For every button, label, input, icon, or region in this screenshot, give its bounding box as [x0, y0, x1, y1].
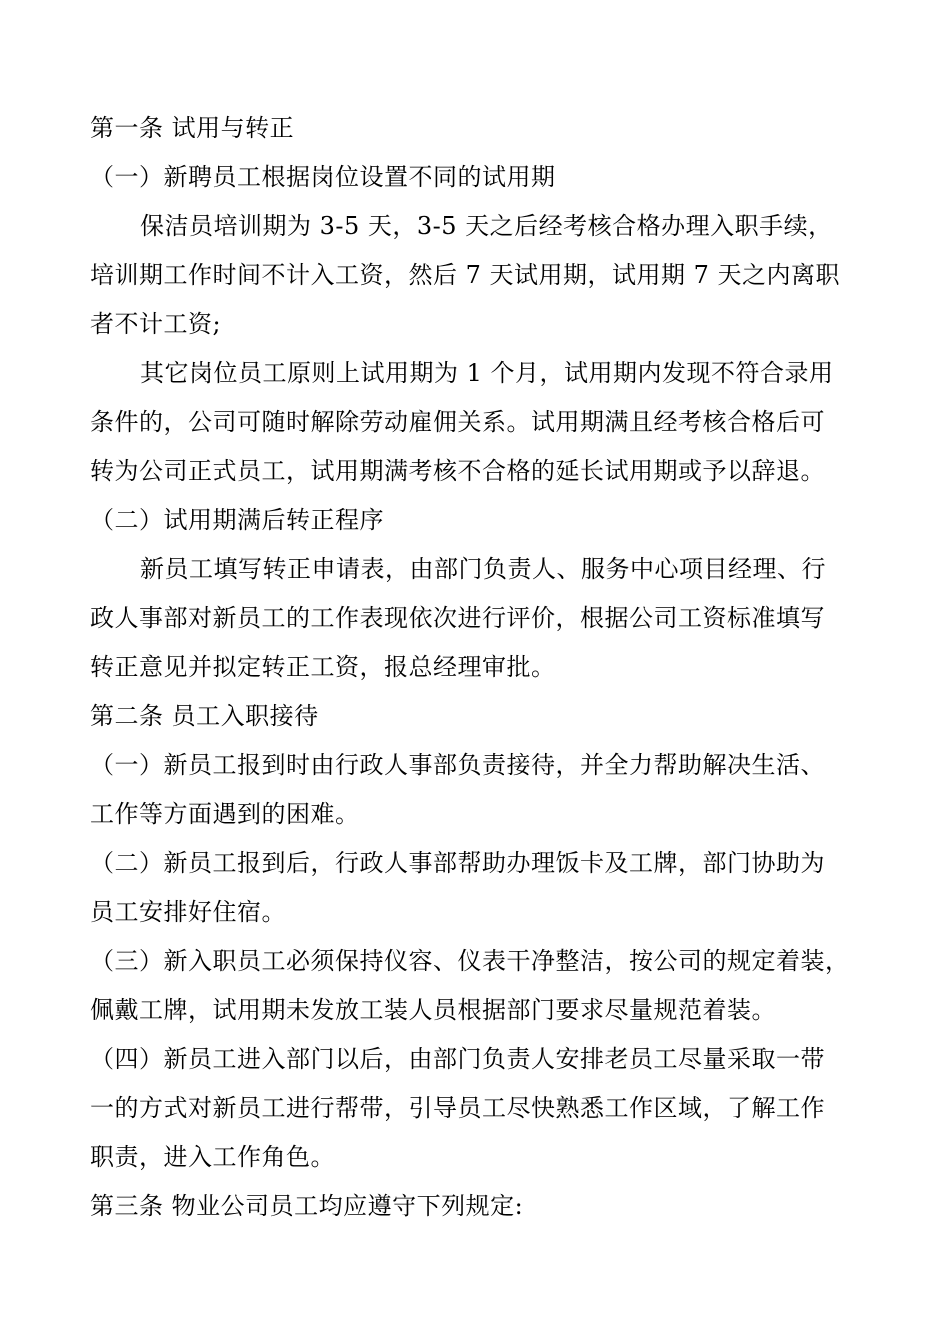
paragraph-first-line: 保洁员培训期为 3-5 天，3-5 天之后经考核合格办理入职手续， — [140, 212, 833, 240]
paragraph-first-line: 新员工填写转正申请表，由部门负责人、服务中心项目经理、行 — [140, 555, 826, 583]
text-line: 政人事部对新员工的工作表现依次进行评价，根据公司工资标准填写 — [90, 604, 825, 632]
document-body — [90, 104, 862, 1231]
paragraph-first-line: 其它岗位员工原则上试用期为 1 个月，试用期内发现不符合录用 — [140, 359, 834, 387]
text-line: （一）新员工报到时由行政人事部负责接待，并全力帮助解决生活、 — [90, 751, 825, 779]
text-line: 工作等方面遇到的困难。 — [90, 800, 360, 828]
text-line: （四）新员工进入部门以后，由部门负责人安排老员工尽量采取一带 — [90, 1045, 825, 1073]
text-line: 第三条 物业公司员工均应遵守下列规定: — [90, 1192, 524, 1220]
text-line: 转为公司正式员工，试用期满考核不合格的延长试用期或予以辞退。 — [90, 457, 825, 485]
text-line: （二）试用期满后转正程序 — [90, 506, 384, 534]
text-line: 佩戴工牌，试用期未发放工装人员根据部门要求尽量规范着装。 — [90, 996, 776, 1024]
text-line: （三）新入职员工必须保持仪容、仪表干净整洁，按公司的规定着装， — [90, 947, 850, 975]
text-line: （二）新员工报到后，行政人事部帮助办理饭卡及工牌，部门协助为 — [90, 849, 825, 877]
text-line: 第二条 员工入职接待 — [90, 702, 319, 730]
text-line: 第一条 试用与转正 — [90, 114, 295, 142]
text-line: 员工安排好住宿。 — [90, 898, 286, 926]
text-line: 条件的，公司可随时解除劳动雇佣关系。试用期满且经考核合格后可 — [90, 408, 825, 436]
text-line: 一的方式对新员工进行帮带，引导员工尽快熟悉工作区域，了解工作 — [90, 1094, 825, 1122]
text-line: （一）新聘员工根据岗位设置不同的试用期 — [90, 163, 556, 191]
text-line: 转正意见并拟定转正工资，报总经理审批。 — [90, 653, 556, 681]
text-line: 者不计工资; — [90, 310, 222, 338]
text-line: 职责，进入工作角色。 — [90, 1143, 335, 1171]
text-line: 培训期工作时间不计入工资，然后 7 天试用期，试用期 7 天之内离职 — [90, 261, 841, 289]
